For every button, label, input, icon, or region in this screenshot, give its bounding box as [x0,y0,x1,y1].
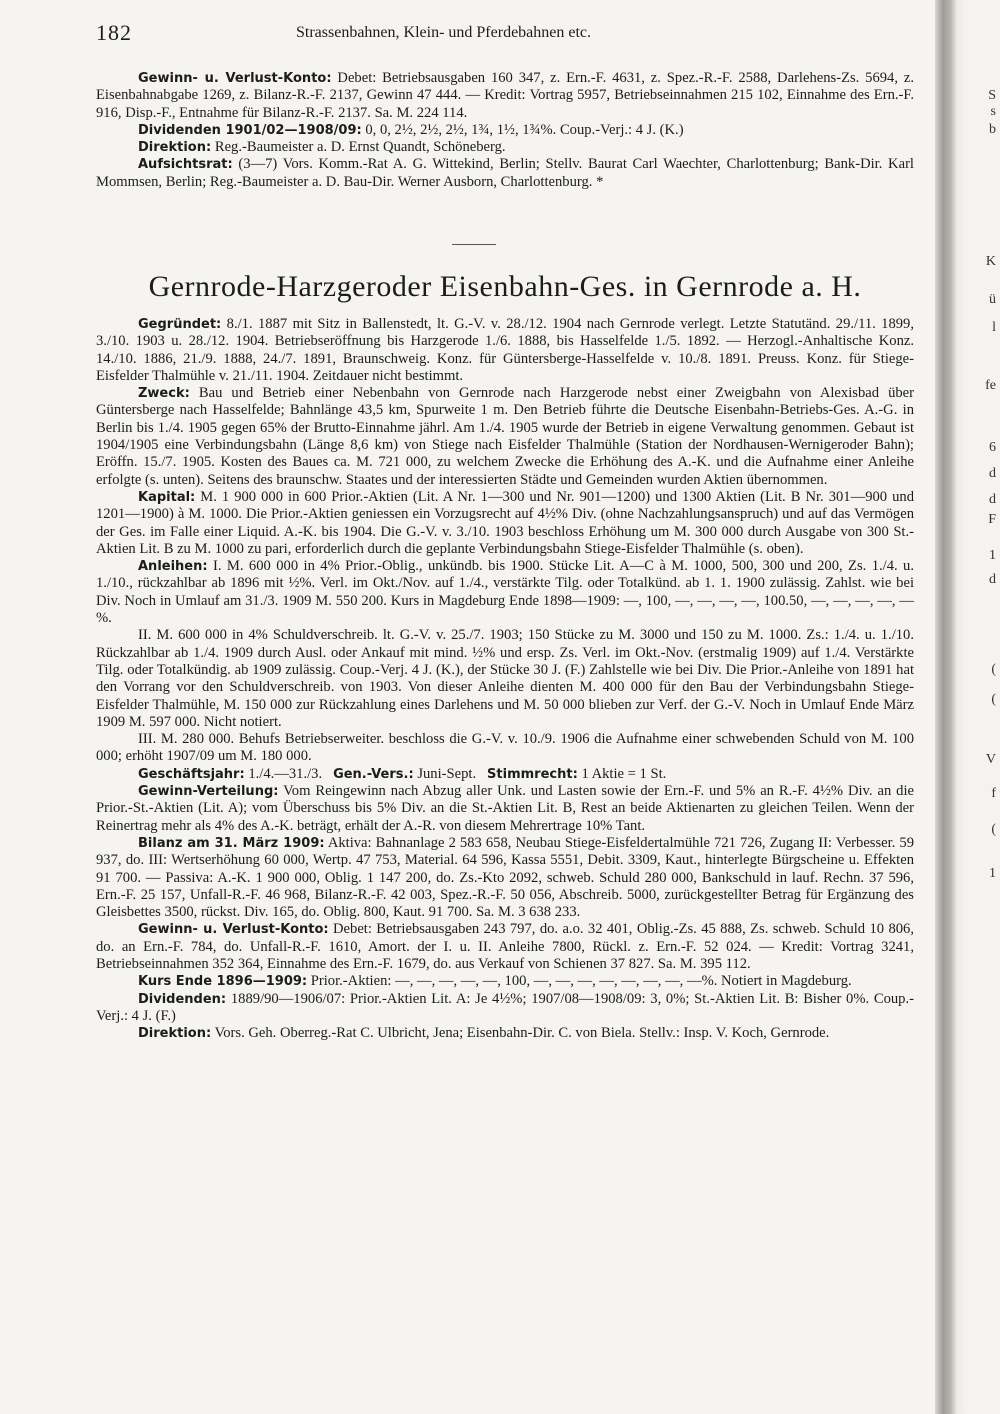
company-title: Gernrode-Harzgeroder Eisenbahn-Ges. in Gernrode a. H. [148,270,862,303]
label-gewinn-verteilung: Gewinn-Verteilung: [138,784,279,800]
label-stimmrecht: Stimmrecht: [487,766,578,782]
text-aufsichtsrat: (3—7) Vors. Komm.-Rat A. G. Wittekind, Berlin; Stellv. Baurat Carl Waechter, Charlottenburg; Bank-Dir. Karl Mommsen, Berlin; Reg.-Baumeister a. D. Bau-Dir. Werner Ausborn, Charlottenburg. * [96,156,914,190]
page-number: 182 [96,20,132,45]
gutter-fragment: d [989,466,996,481]
text-kapital: M. 1 900 000 in 600 Prior.-Aktien (Lit. A Nr. 1—300 und Nr. 901—1200) und 1300 Aktien (Lit. B Nr. 301—900 und 1201—1900) à M. 1000. Die Prior.-Aktien geniessen ein Vorzugsrecht auf 4½% Div. (ohne Nachzahlungsanspruch) und auf das Vermögen der Ges. im Falle einer Liquid. A.-K. bis 1904. Die G.-V. v. 3./10. 1903 beschloss Erhöhung um M. 300 000 durch Ausgabe von 300 St.-Aktien Lit. B zu M. 1000 zu pari, erforderlich durch die geplante Verbindungsbahn Stiege-Eisfelder Thalmühle (s. oben). [96,488,914,557]
gutter-fragment: s [990,104,996,119]
text-direktion-gernrode: Vors. Geh. Oberreg.-Rat C. Ulbricht, Jena; Eisenbahn-Dir. C. von Biela. Stellv.: Insp. V. Koch, Gernrode. [214,1025,830,1042]
gutter-fragment: 1 [989,866,996,881]
text-gen-vers: Juni-Sept. [417,765,477,782]
label-direktion: Direktion: [138,140,212,156]
gutter-fragment: K [985,254,996,269]
text-gewinn-verlust-konto: Debet: Betriebsausgaben 243 797, do. a.o. 32 401, Oblig.-Zs. 45 888, Zs. schweb. Schuld 10 806, do. an Ern.-F. 784, do. Unfall-R.-F. 1610, Amort. der I. u. II. Anleihe 7800, Rückl. z. Ern.-F. 52 024. — Kredit: Vortrag 3241, Betriebseinnahmen 352 364, Einnahme des Ern.-F. 1679, do. aus Verkauf von Schienen 37 827. Sa. M. 395 112. [96,921,914,972]
previous-company-tail [96,70,914,191]
gutter-fragment: ( [991,822,996,837]
label-gen-vers: Gen.-Vers.: [333,766,414,782]
facing-page-edge [935,0,1000,1414]
gutter-fragment: ( [991,692,996,707]
text-bilanz: Aktiva: Bahnanlage 2 583 658, Neubau Stiege-Eisfeldertalmühle 721 726, Zugang II: Verbesser. 59 937, do. III: Wertserhöhung 60 000, Wertp. 47 753, Material. 64 596, Kassa 5551, Debit. 3309, Kaut., hinterlegte Bürgscheine u. Effekten 91 700. — Passiva: A.-K. 1 900 000, Oblig. 1 147 200, do. Zs.-Kto 2092, schweb. Schuld 280 000, Bankschuld in lauf. Rechn. 37 596, Ern.-F. 25 157, Unfall-R.-F. 46 968, Bilanz-R.-F. 42 003, Spez.-R.-F. 50 056, Abschreib. 5000, zurückgestellter Betrag für Ergänzung des Gleisbettes 3500, rückst. Div. 165, do. Oblig. 800, Kaut. 91 700. Sa. M. 3 638 233. [96,834,914,921]
text-gegruendet: 8./1. 1887 mit Sitz in Ballenstedt, lt. G.-V. v. 28./12. 1904 nach Gernrode verlegt. Letzte Statutänd. 29./11. 1899, 3./10. 1903 u. 28./12. 1904. Betriebseröffnung bis Harzgerode 1./6. 1888, bis Hasselfelde 1./5. 1892. — Herzogl.-Anhaltische Konz. 14./10. 1886, 21./9. 1888, 24./7. 1891, Braunschweig. Konz. für Güntersberge-Hasselfelde v. 10./8. 1891. Preuss. Konz. für Stiege-Eisfelder Thalmühle v. 21./11. 1904. Zeitdauer nicht bestimmt. [96,316,914,384]
label-geschaeftsjahr: Geschäftsjahr: [138,766,245,782]
gutter-fragment: l [992,320,996,335]
label-zweck: Zweck: [138,386,190,402]
company-entry [96,316,914,1042]
label-aufsichtsrat: Aufsichtsrat: [138,157,233,173]
label-anleihen: Anleihen: [138,559,208,575]
text-anleihen-1: I. M. 600 000 in 4% Prior.-Oblig., unkündb. bis 1900. Stücke Lit. A—C à M. 1000, 500, 300 und 200, Zs. 1./4. u. 1./10., rückzahlbar ab 1896 mit ½%. Verl. im Okt./Nov. auf 1./4., verstärkte Tilg. oder Totalkünd. ab 1. 1. 1900 zulässig. Zahlst. wie bei Div. Noch in Umlauf am 31./3. 1909 M. 550 200. Kurs in Magdeburg Ende 1898—1909: —, 100, —, —, —, —, 100.50, —, —, —, —, —%. [96,558,914,627]
text-gewinn-verlust: Debet: Betriebsausgaben 160 347, z. Ern.-F. 4631, z. Spez.-R.-F. 2588, Darlehens-Zs. 5694, z. Eisenbahnabgabe 1269, z. Bilanz-R.-F. 2137, Gewinn 47 444. — Kredit: Vortrag 5957, Betriebseinnahmen 215 102, Einnahme des Ern.-F. 916, Disp.-F., Entnahme für Bilanz-R.-F. 2137. Sa. M. 224 114. [96,70,914,121]
gutter-fragment: b [989,122,996,137]
gutter-fragment: ( [991,662,996,677]
label-gewinn-verlust-konto: Gewinn- u. Verlust-Konto: [138,922,329,938]
running-title: Strassenbahnen, Klein- und Pferdebahnen etc. [296,24,592,41]
label-gewinn-verlust: Gewinn- u. Verlust-Konto: [138,71,332,86]
gutter-fragment: 6 [989,440,996,455]
gutter-fragment: d [989,572,996,587]
label-kapital: Kapital: [138,489,196,505]
text-kurs: Prior.-Aktien: —, —, —, —, —, 100, —, —, —, —, —, —, —, —%. Notiert in Magdeburg. [310,973,852,990]
label-direktion-gernrode: Direktion: [138,1026,212,1042]
section-separator [452,244,496,245]
gutter-fragment: ü [989,292,996,307]
text-dividenden-gernrode: 1889/90—1906/07: Prior.-Aktien Lit. A: Je 4½%; 1907/08—1908/09: 3, 0%; St.-Aktien Lit. B: Bisher 0%. Coup.-Verj.: 4 J. (F.) [96,990,914,1024]
label-bilanz: Bilanz am 31. März 1909: [138,835,325,851]
gutter-fragment: S [988,88,996,103]
label-gegruendet: Gegründet: [138,317,222,332]
text-geschaeftsjahr: 1./4.—31./3. [248,765,323,782]
gutter-fragment: d [989,492,996,507]
gutter-fragment: F [988,512,996,527]
text-anleihen-2: II. M. 600 000 in 4% Schuldverschreib. lt. G.-V. v. 25./7. 1903; 150 Stücke zu M. 3000 und 150 zu M. 1000. Zs.: 1./4. u. 1./10. Rückzahlbar ab 1./4. 1909 durch Ausl. oder Ankauf mit mind. ½% und ersp. Zs. Verl. im Okt.-Nov. (erstmalig 1909) auf 1./4. Verstärkte Tilg. oder Totalkündig. ab 1909 zulässig. Coup.-Verj. 4 J. (K.), der Stücke 30 J. (F.) Zahlstelle wie bei Div. Die Prior.-Anleihe von 1891 hat den Vorrang vor den Schuldverschreib. von 1903. Von dieser Anleihe dienten M. 400 000 für den Bau der Verbindungsbahn Stiege-Eisfelder Thalmühle, M. 150 000 zur Rückzahlung eines Darlehens und M. 50 000 blieben zur Verf. der G.-V. Noch in Umlauf Ende März 1909 M. 597 000. Nicht notiert. [96,627,914,730]
text-anleihen-3: III. M. 280 000. Behufs Betriebserweiter. beschloss die G.-V. v. 10./9. 1906 die Aufnahme einer schwebenden Schuld von M. 100 000; erhöht 1907/09 um M. 180 000. [96,731,914,765]
label-dividenden-gernrode: Dividenden: [138,991,227,1007]
gutter-fragment: 1 [989,548,996,563]
text-stimmrecht: 1 Aktie = 1 St. [581,765,667,782]
text-gewinn-verteilung: Vom Reingewinn nach Abzug aller Unk. und Lasten sowie der Ern.-F. und 5% an R.-F. 4½% Div. an die Prior.-St.-Aktien (Lit. A); vom Überschuss bis 5% Div. an die St.-Aktien Lit. B, Rest an beide Aktienarten zu gleichen Teilen. Wenn der Reinertrag mehr als 4% des A.-K. beträgt, erhält der A.-R. von diesem Mehrertrage 10% Tant. [96,783,914,834]
label-kurs: Kurs Ende 1896—1909: [138,974,308,990]
text-direktion: Reg.-Baumeister a. D. Ernst Quandt, Schöneberg. [214,139,506,156]
text-zweck: Bau und Betrieb einer Nebenbahn von Gernrode nach Harzgerode nebst einer Zweigbahn von Alexisbad über Güntersberge nach Hasselfelde; Bahnlänge 43,5 km, Spurweite 1 m. Den Betrieb führte die Deutsche Eisenbahn-Betriebs-Ges. A.-G. in Berlin bis 1./4. 1905 gegen 65% der Brutto-Einnahme jährl. Am 1./4. 1905 wurde der Betrieb in eigene Verwaltung genommen. Gebaut ist 1904/1905 eine Verbindungsbahn (Länge 8,6 km) von Stiege nach Eisfelder Thalmühle (Station der Nordhausen-Wernigeroder Bahn); Eröffn. 15./7. 1905. Kosten des Baues ca. M. 721 000, zu welchem Zwecke die Erhöhung des A.-K. und die Aufnahme einer Anleihe erfolgte (s. unten). Seitens des braunschw. Staates und der interessierten Städte und Gemeinden wurden Aktien übernommen. [96,385,915,488]
gutter-fragment: V [985,752,996,767]
gutter-fragment: fe [985,378,996,393]
label-dividenden: Dividenden 1901/02—1908/09: [138,122,362,138]
gutter-fragment: f [991,786,996,801]
page-header [96,20,916,50]
text-dividenden: 0, 0, 2½, 2½, 2½, 1¾, 1½, 1¾%. Coup.-Verj.: 4 J. (K.) [365,121,684,138]
